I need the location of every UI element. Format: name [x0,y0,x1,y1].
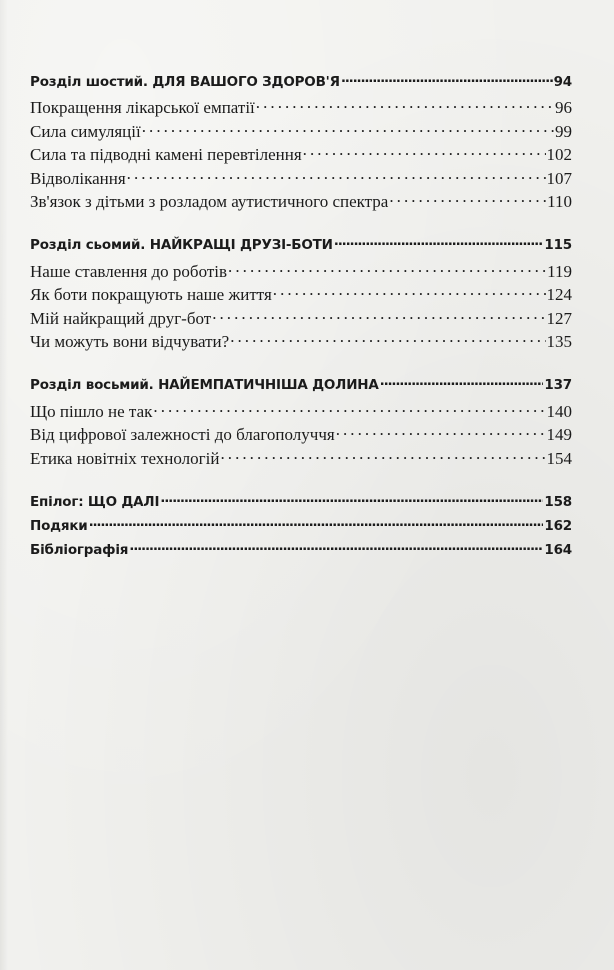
chapter-7-section [30,236,572,354]
dot-leader [256,96,554,113]
acknowledgements-title: Подяки [30,517,88,534]
entry-page-number: 119 [547,261,572,281]
back-matter-entry [30,516,572,540]
chapter-8-section [30,376,572,471]
entry-title: Етика новітніх технологій [30,448,220,468]
entry-title: Від цифрової залежності до благополуччя [30,425,335,444]
dot-leader [212,307,545,324]
bibliography-title: Бібліографія [30,541,129,558]
toc-entry [30,447,572,471]
toc-entry [30,143,572,167]
entry-title: Мій найкращий друг-бот [30,308,212,328]
table-of-contents [30,72,572,586]
chapter-title: Розділ сьомий. НАЙКРАЩІ ДРУЗІ-БОТИ [30,237,333,253]
entry-title: Наше ставлення до роботів [30,261,228,281]
entry-page-number: 107 [546,168,572,188]
dot-leader [380,376,544,390]
entry-title: Чи можуть вони відчувати? [30,332,230,351]
entry-page-number: 149 [546,425,572,444]
entry-title: Як боти покращують наше життя [30,285,272,304]
toc-entry [30,167,572,191]
dot-leader [142,120,554,137]
toc-entry [30,120,572,144]
dot-leader [129,540,543,554]
entry-page-number: 124 [546,285,572,304]
chapter-page-number: 137 [544,377,572,393]
chapter-title: Розділ шостий. ДЛЯ ВАШОГО ЗДОРОВ'Я [30,73,340,90]
toc-entry [30,400,572,424]
toc-entry [30,330,572,354]
toc-entry [30,423,572,447]
chapter-heading [30,376,572,400]
toc-entry [30,307,572,331]
entry-page-number: 102 [546,145,572,164]
entry-title: Зв'язок з дітьми з розладом аутистичного спектра [30,192,389,211]
dot-leader [89,516,544,530]
entry-page-number: 140 [546,401,572,421]
dot-leader [273,283,546,300]
dot-leader [341,72,553,86]
dot-leader [336,423,546,440]
dot-leader [160,492,543,506]
dot-leader [303,143,546,160]
entry-page-number: 162 [544,517,572,534]
toc-entry [30,260,572,284]
back-matter-entry [30,492,572,516]
epilogue-title: Епілог: ЩО ДАЛІ [30,493,160,510]
back-matter-section [30,492,572,564]
entry-page-number: 110 [547,192,572,211]
entry-title: Відволікання [30,168,126,188]
entry-page-number: 96 [555,98,572,117]
dot-leader [153,400,545,417]
entry-page-number: 158 [544,493,572,510]
chapter-page-number: 115 [544,237,572,253]
toc-entry [30,283,572,307]
chapter-heading [30,236,572,260]
entry-title: Сила симуляції [30,121,141,141]
chapter-title: Розділ восьмий. НАЙЕМПАТИЧНІША ДОЛИНА [30,377,379,393]
entry-title: Покращення лікарської емпатії [30,98,255,117]
entry-page-number: 127 [546,308,572,328]
entry-page-number: 135 [546,332,572,351]
dot-leader [228,260,546,277]
toc-entry [30,190,572,214]
dot-leader [220,447,545,464]
entry-page-number: 99 [555,121,572,141]
dot-leader [334,236,544,250]
back-matter-entry [30,540,572,564]
chapter-6-section [30,72,572,214]
entry-page-number: 154 [546,448,572,468]
entry-title: Що пішло не так [30,401,153,421]
chapter-heading [30,72,572,96]
entry-title: Сила та підводні камені перевтілення [30,145,302,164]
dot-leader [389,190,546,207]
entry-page-number: 164 [544,541,572,558]
dot-leader [230,330,545,347]
dot-leader [127,167,546,184]
toc-entry [30,96,572,120]
chapter-page-number: 94 [553,73,572,90]
